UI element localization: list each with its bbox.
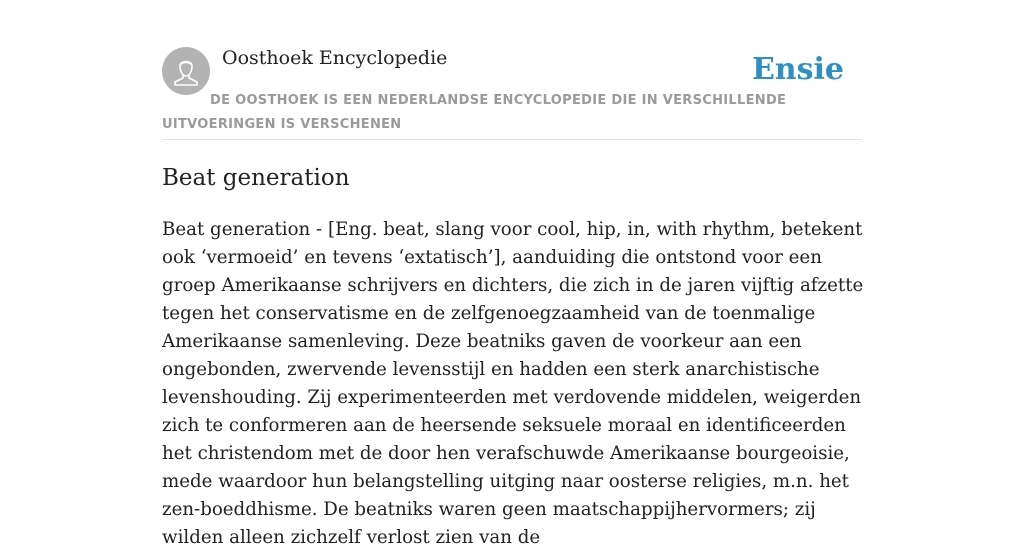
user-silhouette-icon: [162, 47, 210, 95]
header-divider: [162, 139, 862, 140]
article-body: Beat generation - [Eng. beat, slang voor cool, hip, in, with rhythm, betekent ook ‘vermoeid’ en tevens ‘extatisch’], aanduiding die ontstond voor een groep Amerikaanse schrijvers en dichters, die zich in de jaren vijftig afzette tegen het conservatisme en de zelfgenoegzaamheid van de toenmalige Amerikaanse samenleving. Deze beatniks gaven de voorkeur aan een ongebonden, zwervende levensstijl en hadden een sterk anarchistische levenshouding. Zij experimenteerden met verdovende middelen, weigerden zich te conformeren aan de heersende seksuele moraal en identificeerden het christendom met de door hen verafschuwde Amerikaanse bourgeoisie, mede waardoor hun belangstelling uitging naar oosterse religies, m.n. het zen-boeddhisme. De beatniks waren geen maatschappijhervormers; zij wilden alleen zichzelf verlost zien van de: [162, 219, 864, 548]
article-title: Beat generation: [162, 165, 350, 191]
site-title[interactable]: Oosthoek Encyclopedie: [222, 47, 448, 69]
avatar[interactable]: [162, 47, 210, 95]
site-logo[interactable]: Ensie: [751, 52, 844, 87]
site-description: DE OOSTHOEK IS EEN NEDERLANDSE ENCYCLOPEDIE DIE IN VERSCHILLENDE UITVOERINGEN IS VERSCHENEN: [162, 93, 787, 132]
